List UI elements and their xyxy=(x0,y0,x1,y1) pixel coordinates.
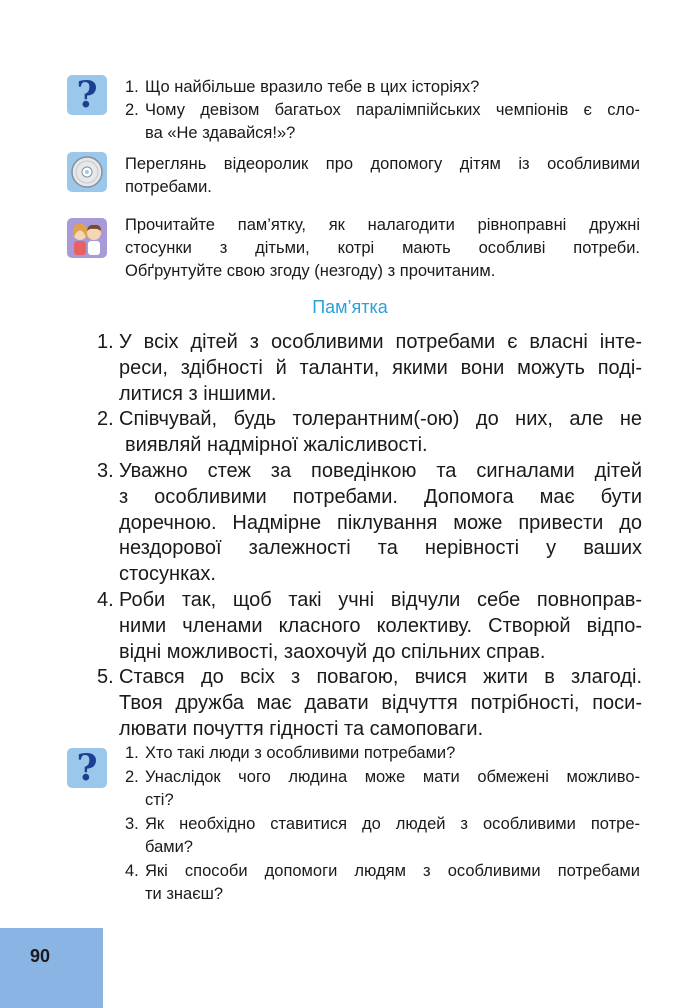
memo-list xyxy=(97,330,642,743)
list-item: 4. Які способи допомоги людям з особливими потребами ти знаєш? xyxy=(125,861,640,903)
list-item: 3. Уважно стеж за поведінкою та сигналами дітей з особливими потребами. Допомога має бути доречною. Надмірне піклування може привести до нездорової залежності та нерівності у ваших стосунках. xyxy=(97,459,642,586)
question-icon: ? xyxy=(67,748,107,788)
list-item: 5. Стався до всіх з повагою, вчися жити в злагоді. Твоя дружба має давати відчуття потрібності, поси- лювати почуття гідності та самоповаги. xyxy=(97,666,642,740)
list-item: 2. Унаслідок чого людина може мати обмежені можливо- сті? xyxy=(125,767,640,809)
top-questions xyxy=(125,76,640,145)
memo-title: Пам’ятка xyxy=(312,297,388,317)
list-item: 2. Чому девізом багатьох паралімпійських чемпіонів є сло- ва «Не здавайся!»? xyxy=(125,101,640,142)
list-item: 3. Як необхідно ставитися до людей з особливими потре- бами? xyxy=(125,814,640,856)
read-task: Прочитайте пам’ятку, як налагодити рівноправні дружні стосунки з дітьми, котрі мають особливі потреби. Обґрунтуйте свою згоду (незгоду) з прочитаним. xyxy=(125,216,640,280)
list-item: 1. У всіх дітей з особливими потребами є власні інте- реси, здібності й таланти, якими вони можуть поді- литися з іншими. xyxy=(97,331,642,405)
list-item: 1. Хто такі люди з особливими потребами? xyxy=(125,744,456,762)
children-icon xyxy=(67,218,107,258)
list-item: 1. Що найбільше вразило тебе в цих історіях? xyxy=(125,78,480,96)
page-number: 90 xyxy=(30,946,51,966)
question-icon: ? xyxy=(67,75,107,115)
page-number-box xyxy=(0,928,103,1008)
bottom-questions xyxy=(125,742,640,907)
video-task: Переглянь відеоролик про допомогу дітям із особливими потребами. xyxy=(125,155,640,196)
list-item: 4. Роби так, щоб такі учні відчули себе повноправ- ними членами класного колективу. Створюй відпо- відні можливості, заохочуй до спільних справ. xyxy=(97,588,642,663)
list-item: 2. Співчувай, будь толерантним(-ою) до них, але не виявляй надмірної жалісливості. xyxy=(97,408,642,457)
disc-icon xyxy=(67,152,107,192)
